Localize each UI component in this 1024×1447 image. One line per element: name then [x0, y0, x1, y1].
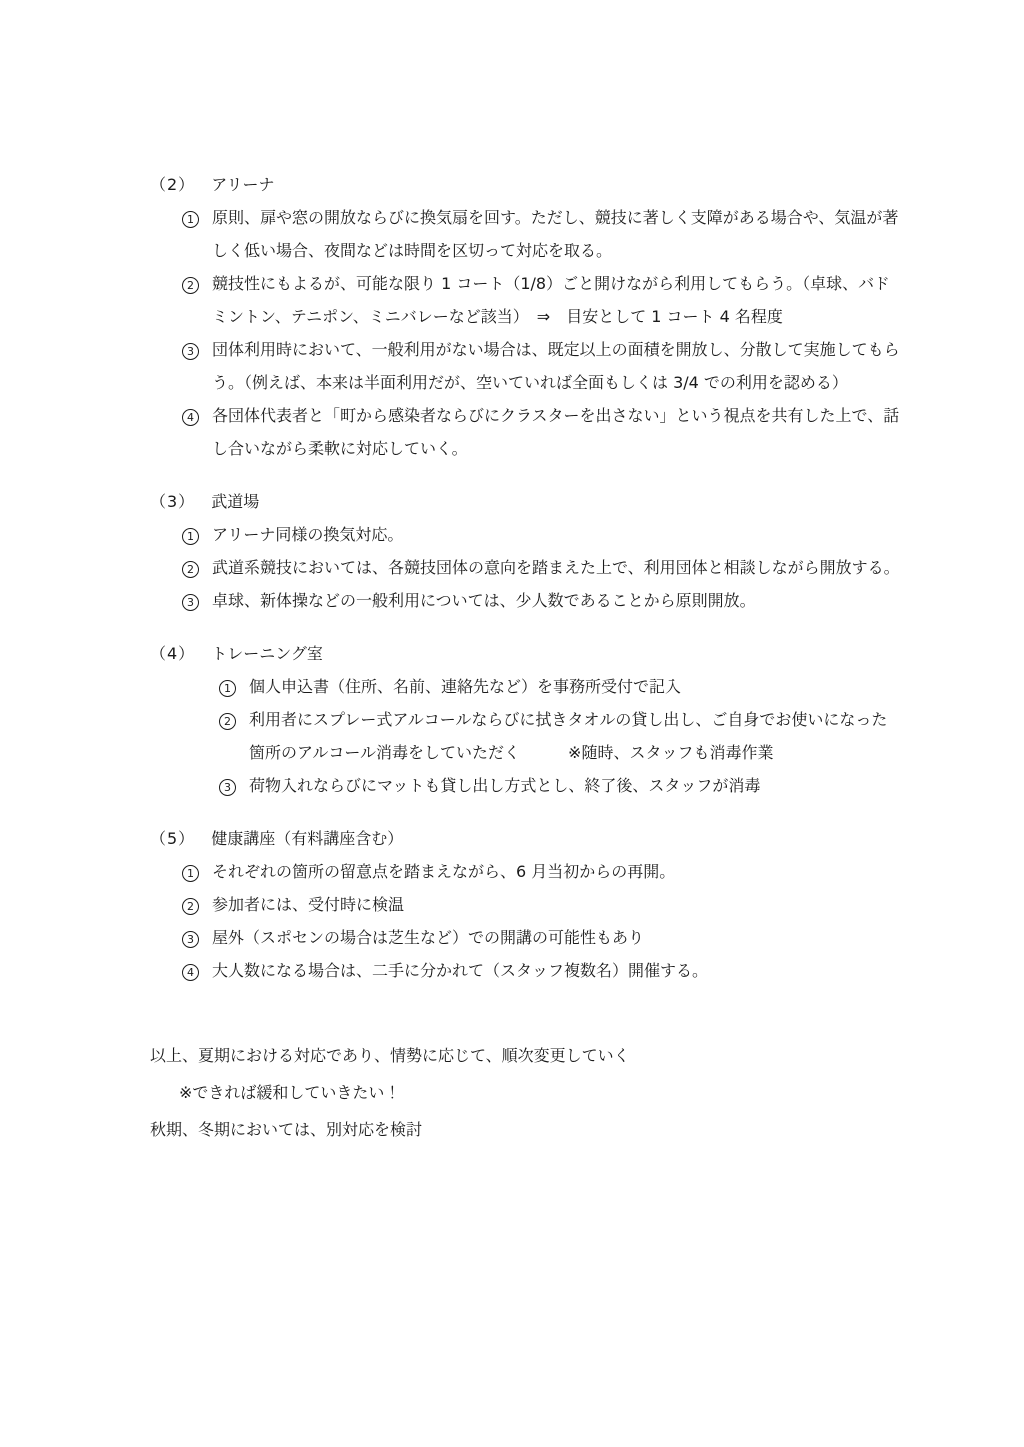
closing-line-autumn-winter: 秋期、冬期においては、別対応を検討: [150, 1120, 423, 1139]
list-item: [150, 954, 902, 987]
item-number-icon: 4: [182, 954, 212, 987]
item-text: 荷物入れならびにマットも貸し出し方式とし、終了後、スタッフが消毒: [249, 776, 761, 795]
section-title: アリーナ: [211, 175, 275, 194]
item-text: 原則、扉や窓の開放ならびに換気扇を回す。ただし、競技に著しく支障がある場合や、気温が著しく低い場合、夜間などは時間を区切って対応を取る。: [212, 208, 899, 260]
list-item: [150, 703, 902, 769]
section-heading: [150, 485, 902, 518]
list-item: [150, 267, 902, 333]
item-text: 参加者には、受付時に検温: [212, 895, 405, 914]
item-text: アリーナ同様の換気対応。: [212, 525, 404, 544]
list-item: [150, 769, 902, 802]
list-item: [150, 855, 902, 888]
item-number-icon: 1: [182, 518, 212, 551]
item-number-icon: 1: [219, 670, 249, 703]
section-heading: [150, 168, 902, 201]
list-item: [150, 888, 902, 921]
list-item: [150, 201, 902, 267]
section-budojo: [150, 485, 902, 617]
item-text: 個人申込書（住所、名前、連絡先など）を事務所受付で記入: [249, 677, 682, 696]
list-item: [150, 333, 902, 399]
section-heading: [150, 822, 902, 855]
item-number-icon: 1: [182, 201, 212, 267]
section-heading: [150, 637, 902, 670]
item-number-icon: 3: [182, 333, 212, 399]
item-number-icon: 1: [182, 855, 212, 888]
item-text: 利用者にスプレー式アルコールならびに拭きタオルの貸し出し、ご自身でお使いになった箇所のアルコール消毒をしていただく ※随時、スタッフも消毒作業: [249, 710, 888, 762]
item-text: 卓球、新体操などの一般利用については、少人数であることから原則開放。: [212, 591, 756, 610]
list-item: [150, 921, 902, 954]
item-text: 各団体代表者と「町から感染者ならびにクラスターを出さない」という視点を共有した上で、話し合いながら柔軟に対応していく。: [212, 406, 900, 458]
item-text: それぞれの箇所の留意点を踏まえながら、6 月当初からの再開。: [212, 862, 676, 881]
closing-notes: [150, 1037, 902, 1148]
item-text: 団体利用時において、一般利用がない場合は、既定以上の面積を開放し、分散して実施してもらう。（例えば、本来は半面利用だが、空いていれば全面もしくは 3/4 での利用を認める）: [212, 340, 900, 392]
list-item: [150, 584, 902, 617]
item-text: 競技性にもよるが、可能な限り 1 コート（1/8）ごと開けながら利用してもらう。（卓球、バドミントン、テニポン、ミニバレーなど該当） ⇒ 目安として 1 コート 4 名程度: [212, 274, 890, 326]
item-number-icon: 2: [182, 551, 212, 584]
section-training-room: [150, 637, 902, 802]
section-number: （2）: [150, 175, 196, 194]
item-number-icon: 2: [182, 888, 212, 921]
section-arena: [150, 168, 902, 465]
item-number-icon: 2: [182, 267, 212, 333]
list-item: [150, 670, 902, 703]
closing-line-summer: 以上、夏期における対応であり、情勢に応じて、順次変更していく: [150, 1046, 630, 1065]
section-title: 健康講座（有料講座含む）: [211, 829, 404, 848]
section-number: （5）: [150, 829, 196, 848]
list-item: [150, 399, 902, 465]
item-text: 大人数になる場合は、二手に分かれて（スタッフ複数名）開催する。: [212, 961, 709, 980]
section-number: （4）: [150, 644, 196, 663]
section-title: 武道場: [211, 492, 260, 511]
item-text: 武道系競技においては、各競技団体の意向を踏まえた上で、利用団体と相談しながら開放する。: [212, 558, 900, 577]
item-number-icon: 3: [219, 769, 249, 802]
list-item: [150, 518, 902, 551]
section-number: （3）: [150, 492, 196, 511]
list-item: [150, 551, 902, 584]
section-health-course: [150, 822, 902, 987]
section-title: トレーニング室: [211, 644, 323, 663]
closing-line-relax-note: ※できれば緩和していきたい！: [179, 1083, 401, 1102]
item-number-icon: 3: [182, 584, 212, 617]
item-number-icon: 2: [219, 703, 249, 769]
item-number-icon: 3: [182, 921, 212, 954]
item-number-icon: 4: [182, 399, 212, 465]
item-text: 屋外（スポセンの場合は芝生など）での開講の可能性もあり: [212, 928, 645, 947]
